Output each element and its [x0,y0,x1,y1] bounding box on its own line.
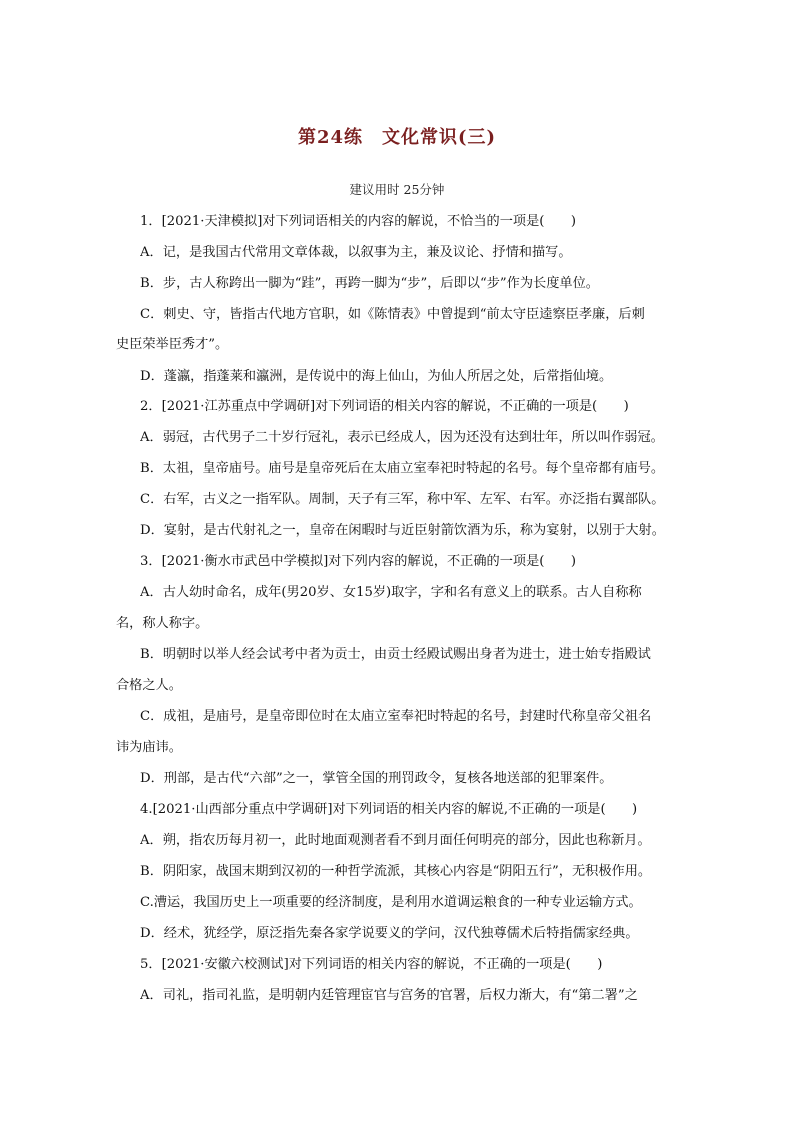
question-3-option-c: C．成祖，是庙号，是皇帝即位时在太庙立室奉祀时特起的名号，封建时代称皇帝父祖名 [140,709,652,724]
page-title: 第24练 文化常识(三) [297,127,497,148]
question-3-option-d: D．刑部，是古代“六部”之一，掌管全国的刑罚政令，复核各地送部的犯罪案件。 [140,771,613,786]
question-3-stem: 3．[2021·衡水市武邑中学模拟]对下列内容的解说，不正确的一项是( ) [140,554,576,569]
question-3-option-c-cont: 讳为庙讳。 [116,740,182,755]
question-4-option-b: B．阴阳家，战国末期到汉初的一种哲学流派，其核心内容是“阴阳五行”，无积极作用。 [140,864,652,879]
question-2-option-b: B．太祖，皇帝庙号。庙号是皇帝死后在太庙立室奉祀时特起的名号。每个皇帝都有庙号。 [140,461,664,476]
question-5-option-a: A．司礼，指司礼监，是明朝内廷管理宦官与宫务的官署，后权力渐大，有“第二署”之 [140,988,638,1003]
question-3-option-b-cont: 合格之人。 [116,678,182,693]
question-3-option-a: A．古人幼时命名，成年(男20岁、女15岁)取字，字和名有意义上的联系。古人自称称 [140,585,642,600]
question-2-option-a: A．弱冠，古代男子二十岁行冠礼，表示已经成人，因为还没有达到壮年，所以叫作弱冠。 [140,430,664,445]
question-4-option-d: D．经术，犹经学，原泛指先秦各家学说要义的学问，汉代独尊儒术后特指儒家经典。 [140,926,639,941]
question-2-option-d: D．宴射，是古代射礼之一，皇帝在闲暇时与近臣射箭饮酒为乐，称为宴射，以别于大射。 [140,523,665,538]
question-2-stem: 2．[2021·江苏重点中学调研]对下列词语的相关内容的解说，不正确的一项是( ) [140,399,629,414]
question-1-option-b: B．步，古人称跨出一脚为“跬”，再跨一脚为“步”，后即以“步”作为长度单位。 [140,276,599,291]
question-1-option-c: C．刺史、守，皆指古代地方官职，如《陈情表》中曾提到“前太守臣逵察臣孝廉，后刺 [140,307,645,322]
question-1-stem: 1．[2021·天津模拟]对下列词语相关的内容的解说，不恰当的一项是( ) [140,214,576,229]
question-4-option-c: C.漕运，我国历史上一项重要的经济制度，是利用水道调运粮食的一种专业运输方式。 [140,895,642,910]
question-3-option-a-cont: 名，称人称字。 [116,616,209,631]
question-2-option-c: C．右军，古义之一指军队。周制，天子有三军，称中军、左军、右军。亦泛指右翼部队。 [140,492,665,507]
question-1-option-d: D．蓬瀛，指蓬莱和瀛洲，是传说中的海上仙山，为仙人所居之处，后常指仙境。 [140,369,613,384]
question-1-option-c-cont: 史臣荣举臣秀才”。 [116,337,229,352]
question-1-option-a: A．记，是我国古代常用文章体裁，以叙事为主，兼及议论、抒情和描写。 [140,245,572,260]
question-3-option-b: B．明朝时以举人经会试考中者为贡士，由贡士经殿试赐出身者为进士，进士始专指殿试 [140,647,651,662]
question-4-stem: 4.[2021·山西部分重点中学调研]对下列词语的相关内容的解说,不正确的一项是( ) [140,802,638,817]
time-suggestion: 建议用时 25分钟 [349,182,445,197]
question-5-stem: 5．[2021·安徽六校测试]对下列词语的相关内容的解说，不正确的一项是( ) [140,957,603,972]
question-4-option-a: A．朔，指农历每月初一，此时地面观测者看不到月面任何明亮的部分，因此也称新月。 [140,833,651,848]
